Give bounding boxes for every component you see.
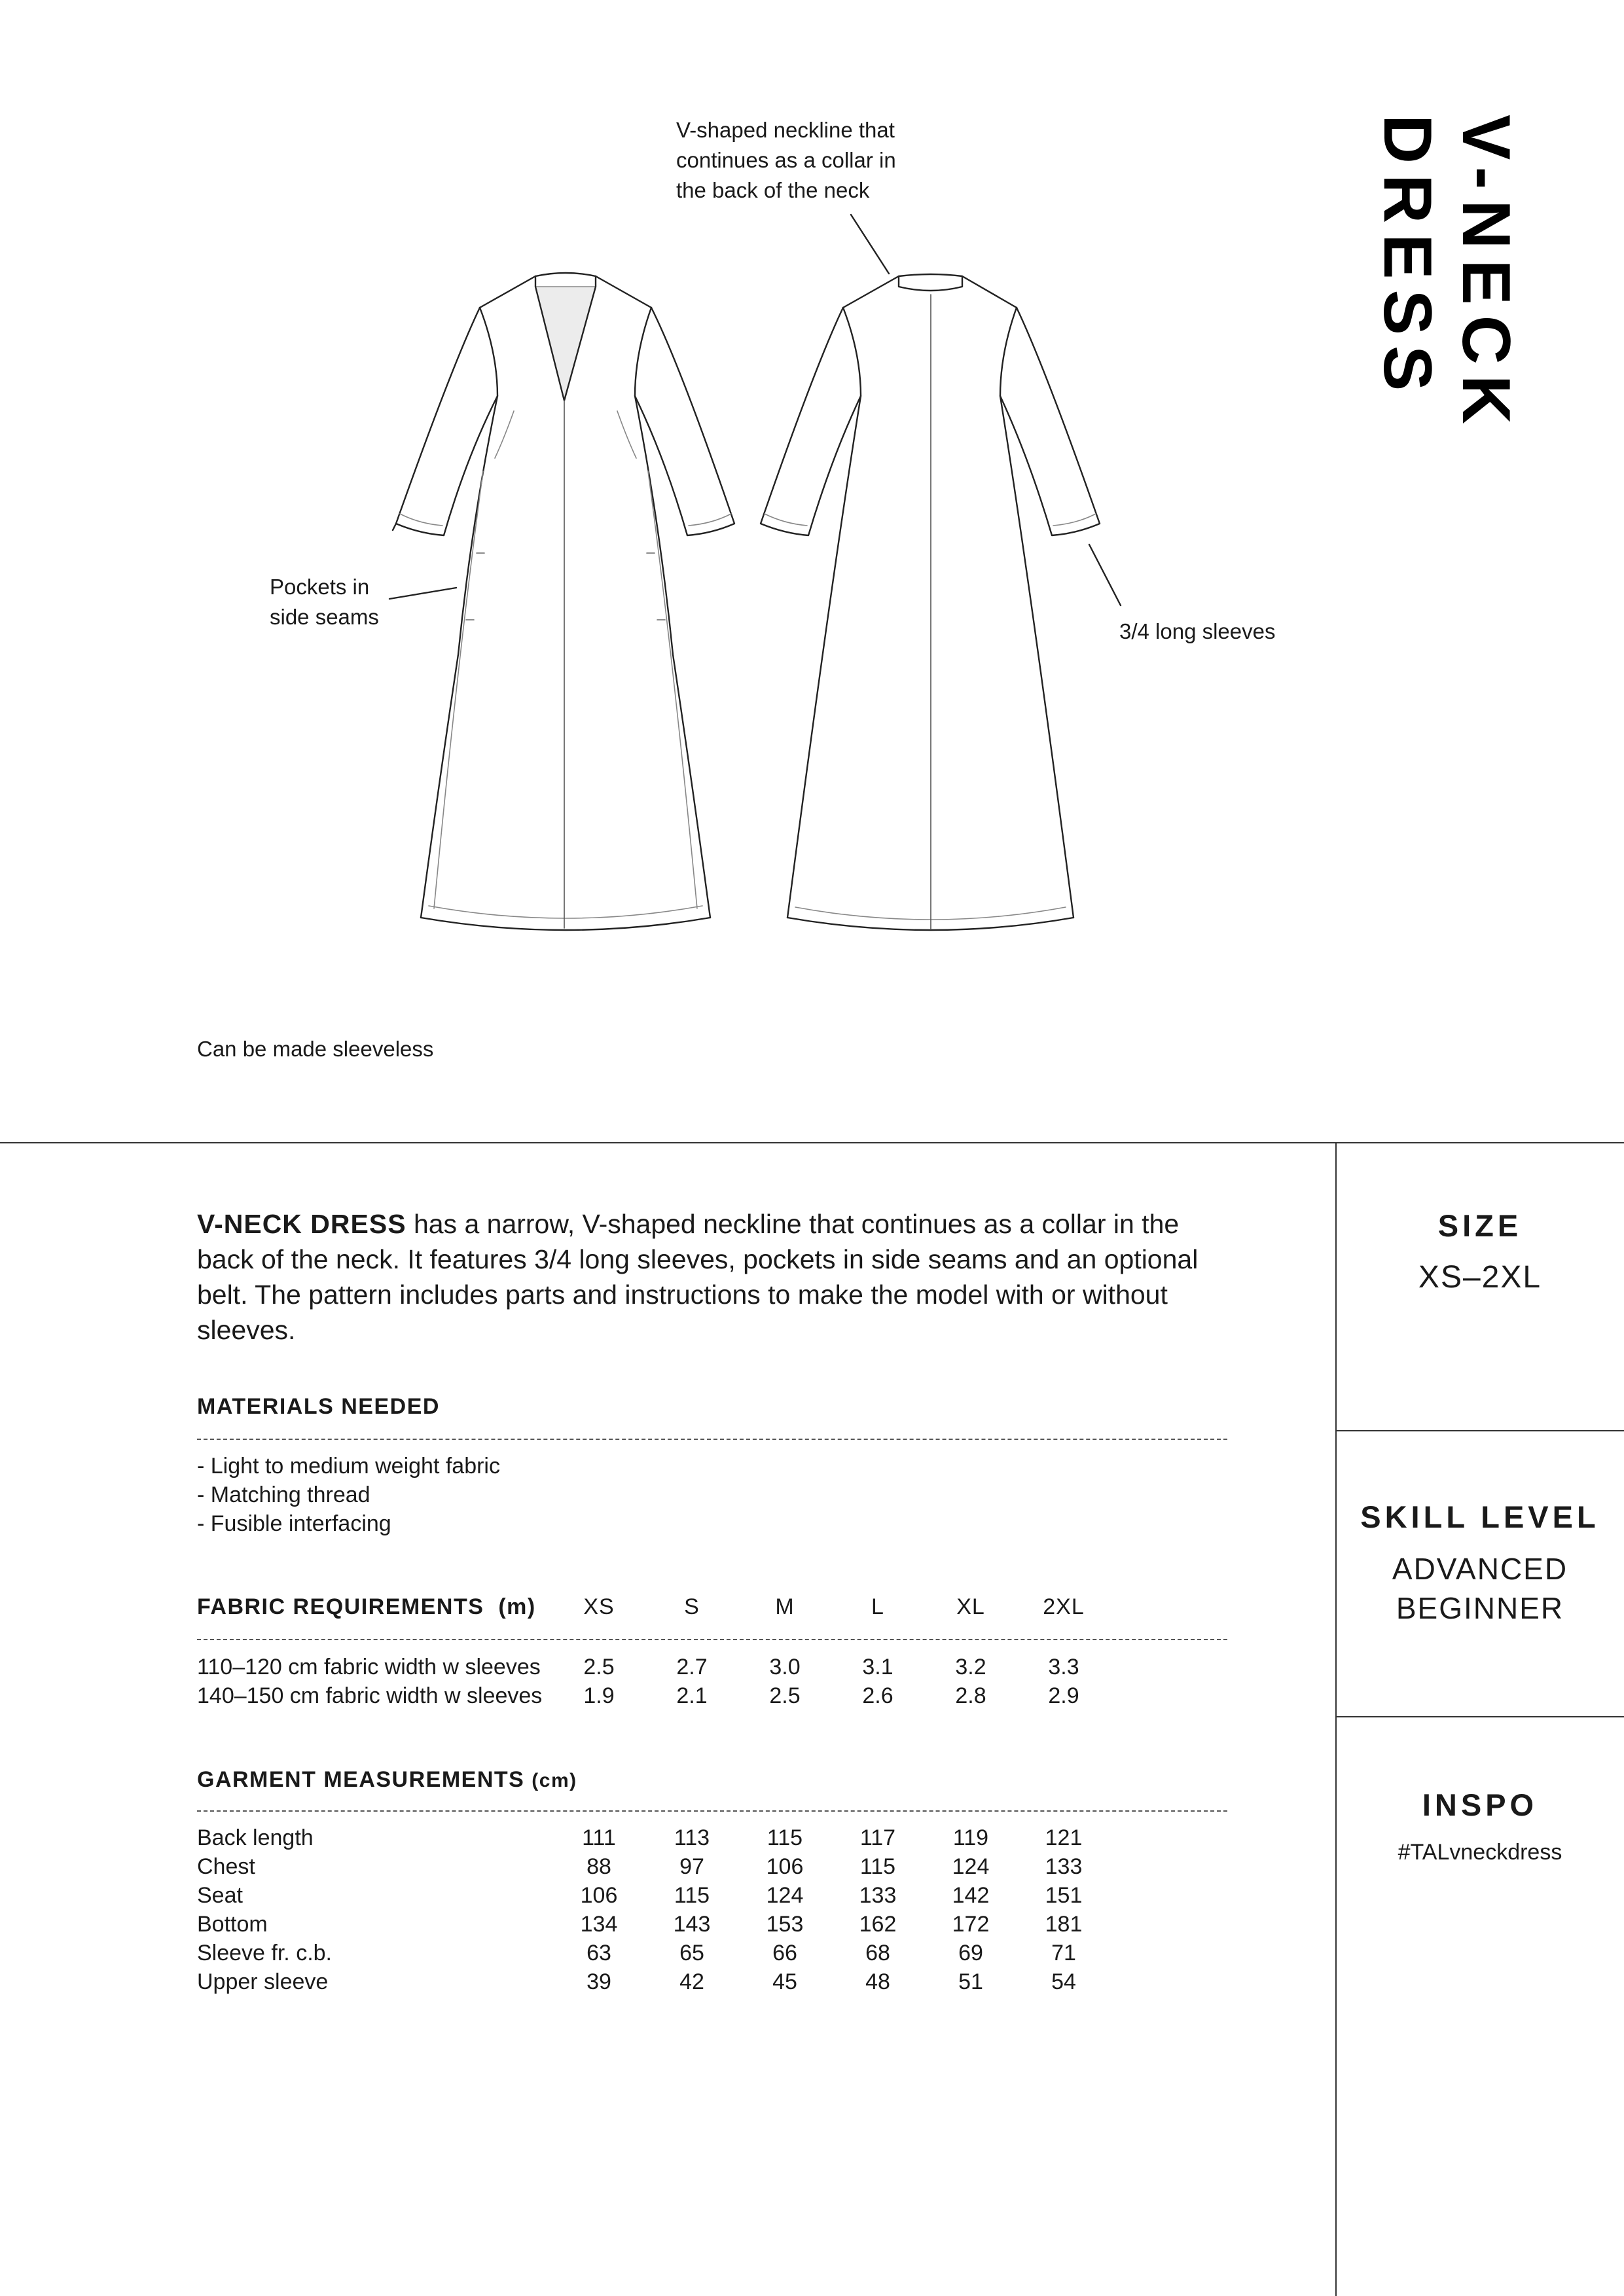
size-header-s: S <box>684 1594 700 1619</box>
callout-line-pockets <box>389 588 456 599</box>
garment-row-label: Back length <box>197 1825 314 1850</box>
description-product-name: V-NECK DRESS <box>197 1209 406 1239</box>
garment-cell: 42 <box>679 1969 704 1994</box>
size-header-xl: XL <box>956 1594 985 1619</box>
garment-row-label: Sleeve fr. c.b. <box>197 1941 332 1965</box>
fabric-heading-unit: (m) <box>498 1594 536 1619</box>
skill-label: SKILL LEVEL <box>1360 1499 1600 1534</box>
skill-value <box>1336 1549 1624 1628</box>
garment-cell: 115 <box>674 1883 710 1908</box>
garment-cell: 143 <box>673 1912 711 1937</box>
skill-value-line-2: BEGINNER <box>1396 1591 1564 1625</box>
fabric-cell: 2.5 <box>583 1655 615 1679</box>
fabric-cell: 3.0 <box>769 1655 801 1679</box>
garment-cell: 124 <box>952 1854 990 1879</box>
description-line-4: sleeves. <box>197 1315 296 1345</box>
garment-cell: 142 <box>952 1883 990 1908</box>
fabric-cell: 3.2 <box>955 1655 986 1679</box>
callout-pockets-line-1: Pockets in <box>270 575 370 599</box>
inspo-label: INSPO <box>1422 1787 1538 1822</box>
garment-cell: 121 <box>1045 1825 1083 1850</box>
garment-row-label: Upper sleeve <box>197 1969 329 1994</box>
garment-cell: 54 <box>1051 1969 1076 1994</box>
garment-cell: 119 <box>952 1825 989 1850</box>
garment-cell: 153 <box>766 1912 804 1937</box>
garment-cell: 115 <box>767 1825 803 1850</box>
garment-cell: 134 <box>580 1912 618 1937</box>
garment-row-label: Seat <box>197 1883 243 1908</box>
garment-cell: 48 <box>865 1969 890 1994</box>
garment-cell: 133 <box>859 1883 897 1908</box>
garment-row-label: Chest <box>197 1854 255 1879</box>
size-header-xs: XS <box>583 1594 615 1619</box>
description-line-3: belt. The pattern includes parts and instructions to make the model with or without <box>197 1280 1168 1310</box>
callout-neckline-line-2: continues as a collar in <box>676 148 896 172</box>
garment-cell: 113 <box>674 1825 710 1850</box>
page-title: V-NECK DRESS <box>1369 115 1524 435</box>
size-header-2xl: 2XL <box>1043 1594 1085 1619</box>
fabric-cell: 2.1 <box>676 1683 708 1708</box>
fabric-cell: 3.1 <box>862 1655 893 1679</box>
garment-cell: 63 <box>586 1941 611 1965</box>
fabric-cell: 2.5 <box>769 1683 801 1708</box>
materials-list <box>197 1452 500 1538</box>
inspo-block <box>1336 1787 1624 1865</box>
fabric-cell: 2.8 <box>955 1683 986 1708</box>
garment-cell: 106 <box>766 1854 804 1879</box>
description-line-2: back of the neck. It features 3/4 long sleeves, pockets in side seams and an optional <box>197 1244 1199 1274</box>
callout-pockets-line-2: side seams <box>270 605 379 629</box>
size-block <box>1336 1208 1624 1297</box>
callout-sleeveless: Can be made sleeveless <box>197 1037 434 1061</box>
garment-cell: 71 <box>1051 1941 1076 1965</box>
skill-value-line-1: ADVANCED <box>1392 1552 1568 1586</box>
size-label: SIZE <box>1437 1208 1523 1243</box>
fabric-cell: 2.9 <box>1048 1683 1079 1708</box>
callout-neckline-line-1: V-shaped neckline that <box>676 118 895 142</box>
fabric-row-label: 140–150 cm fabric width w sleeves <box>197 1683 543 1708</box>
materials-heading: MATERIALS NEEDED <box>197 1394 440 1419</box>
description <box>197 1206 1231 1348</box>
back-view-drawing <box>761 274 1100 930</box>
callout-pockets <box>270 572 379 632</box>
garment-cell: 45 <box>772 1969 797 1994</box>
size-header-l: L <box>871 1594 884 1619</box>
fabric-dashed-rule <box>197 1639 1227 1640</box>
materials-dashed-rule <box>197 1439 1227 1440</box>
garment-heading-text: GARMENT MEASUREMENTS <box>197 1767 525 1792</box>
callout-line-sleeves <box>1089 545 1121 605</box>
garment-cell: 124 <box>766 1883 804 1908</box>
sidebar-separator-1 <box>1336 1430 1624 1431</box>
garment-cell: 65 <box>679 1941 704 1965</box>
description-line-1: has a narrow, V-shaped neckline that continues as a collar in the <box>406 1209 1180 1239</box>
garment-cell: 181 <box>1045 1912 1083 1937</box>
callout-sleeves: 3/4 long sleeves <box>1119 619 1276 643</box>
front-view-drawing <box>393 273 734 930</box>
fabric-cell: 2.6 <box>862 1683 893 1708</box>
sidebar-divider <box>1335 1142 1337 2296</box>
skill-block <box>1336 1499 1624 1628</box>
garment-cell: 39 <box>586 1969 611 1994</box>
garment-cell: 69 <box>958 1941 983 1965</box>
fabric-heading-text: FABRIC REQUIREMENTS <box>197 1594 484 1619</box>
callout-line-neckline <box>851 215 889 274</box>
garment-cell: 111 <box>582 1825 616 1850</box>
garment-cell: 106 <box>580 1883 618 1908</box>
fabric-heading <box>197 1594 536 1620</box>
garment-heading-unit: (cm) <box>532 1770 577 1791</box>
garment-dashed-rule <box>197 1810 1227 1812</box>
size-value: XS–2XL <box>1418 1260 1542 1295</box>
size-header-m: M <box>775 1594 795 1619</box>
garment-cell: 88 <box>586 1854 611 1879</box>
garment-cell: 133 <box>1045 1854 1083 1879</box>
garment-cell: 97 <box>679 1854 704 1879</box>
materials-item: - Light to medium weight fabric <box>197 1454 500 1479</box>
garment-cell: 172 <box>952 1912 990 1937</box>
materials-item: - Matching thread <box>197 1482 370 1507</box>
garment-cell: 68 <box>865 1941 890 1965</box>
garment-cell: 66 <box>772 1941 797 1965</box>
fabric-cell: 1.9 <box>583 1683 615 1708</box>
sidebar-separator-2 <box>1336 1716 1624 1717</box>
garment-cell: 115 <box>859 1854 896 1879</box>
inspo-hashtag: #TALvneckdress <box>1398 1840 1562 1865</box>
garment-cell: 162 <box>859 1912 897 1937</box>
garment-cell: 151 <box>1045 1883 1083 1908</box>
callout-neckline <box>676 115 896 206</box>
fabric-row-label: 110–120 cm fabric width w sleeves <box>197 1655 541 1679</box>
callout-neckline-line-3: the back of the neck <box>676 178 870 202</box>
fabric-cell: 2.7 <box>676 1655 708 1679</box>
garment-cell: 117 <box>859 1825 896 1850</box>
fabric-cell: 3.3 <box>1048 1655 1079 1679</box>
garment-cell: 51 <box>958 1969 983 1994</box>
garment-heading <box>197 1767 577 1793</box>
horizontal-divider <box>0 1142 1624 1143</box>
materials-item: - Fusible interfacing <box>197 1511 391 1536</box>
garment-row-label: Bottom <box>197 1912 268 1937</box>
